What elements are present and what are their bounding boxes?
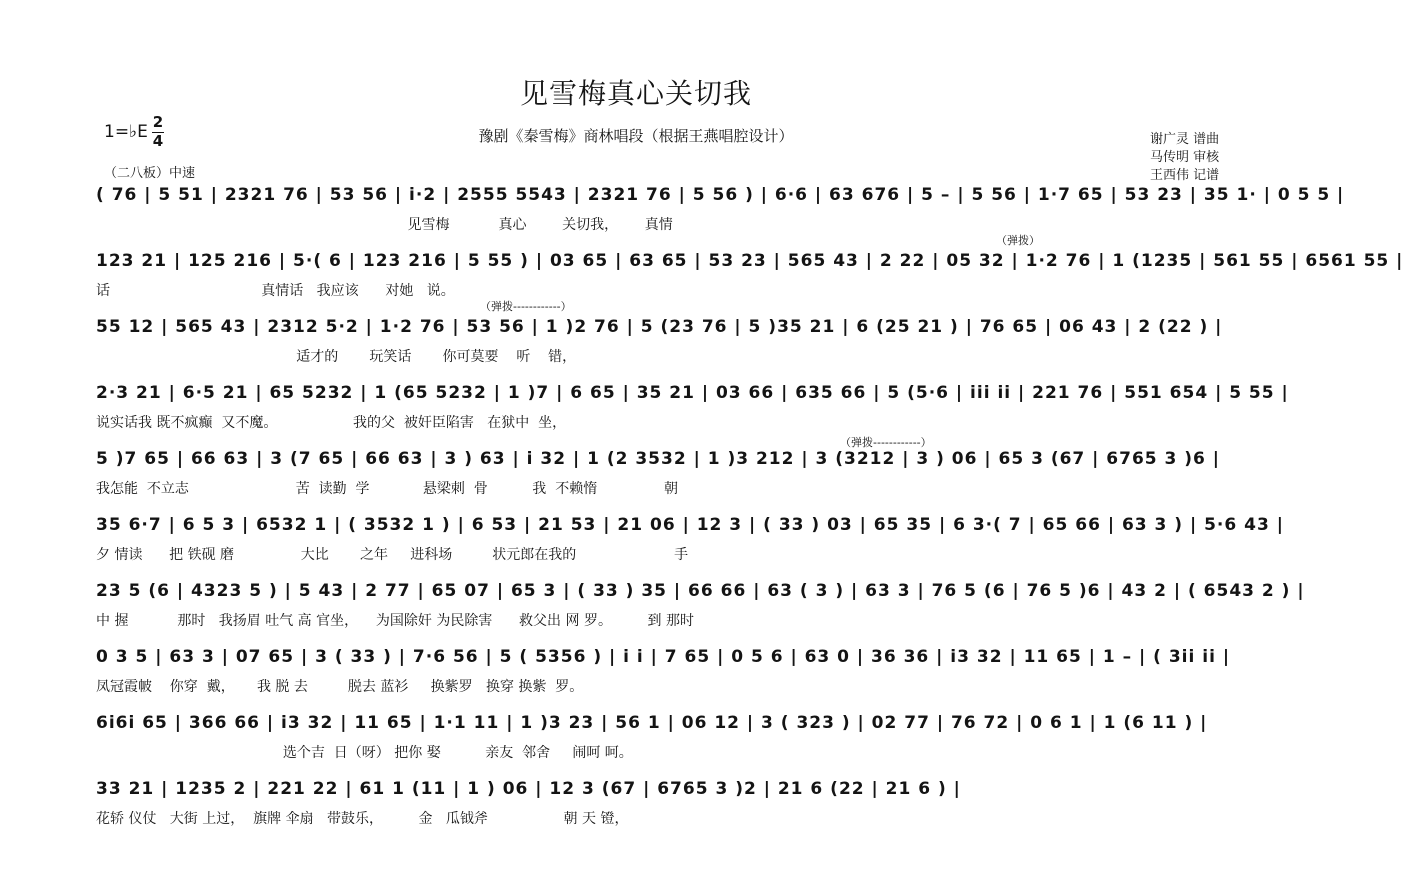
notation-line: 123 21 | 125 216 | 5·( 6 | 123 216 | 5 55 ) | 03 65 | 63 65 | 53 23 | 565 43 | 2 22 | 05 32 | 1·2 76 | 1 (1235 | 561 55 | 6561 55 | [96,251,1403,271]
staff-line-8 [96,640,1231,695]
notation-line: 33 21 | 1235 2 | 221 22 | 61 1 (11 | 1 ) 06 | 12 3 (67 | 6765 3 )2 | 21 6 (22 | 21 6 ) | [96,779,961,799]
lyric-line: 见雪梅 真心 关切我， 真情 [96,217,673,233]
time-numerator: 2 [152,113,164,131]
notation-line: 23 5 (6 | 4323 5 ) | 5 43 | 2 77 | 65 07 | 65 3 | ( 33 ) 35 | 66 66 | 63 ( 3 ) | 63 3 | 76 5 (6 | 76 5 )6 | 43 2 | ( 6543 2 ) | [96,581,1305,601]
notation-line: 2·3 21 | 6·5 21 | 65 5232 | 1 (65 5232 | 1 )7 | 6 65 | 35 21 | 03 66 | 635 66 | 5 (5·6 | iii ii | 221 76 | 551 654 | 5 55 | [96,383,1289,403]
annotation: （弹拨------------） [480,300,572,313]
notation-line: 6i6i 65 | 366 66 | i3 32 | 11 65 | 1·1 11 | 1 )3 23 | 56 1 | 06 12 | 3 ( 323 ) | 02 77 | 76 72 | 0 6 1 | 1 (6 11 ) | [96,713,1208,733]
lyric-line: 适才的 玩笑话 你可莫要 听 错， [96,349,577,365]
staff-line-1 [96,178,1345,233]
notation-line: 55 12 | 565 43 | 2312 5·2 | 1·2 76 | 53 56 | 1 )2 76 | 5 (23 76 | 5 )35 21 | 6 (25 21 ) | 76 65 | 06 43 | 2 (22 ) | [96,317,1223,337]
score-subtitle: 豫剧《秦雪梅》商林唱段（根据王燕唱腔设计） [478,127,794,145]
lyric-line: 夕 情读 把 铁砚 磨 大比 之年 进科场 状元郎在我的 手 [96,547,689,563]
staff-line-3 [96,300,1226,365]
tempo-marking: （二八板）中速 [104,166,196,181]
staff-line-2 [96,234,1403,299]
lyric-line: 说实话我 既不疯癫 又不魔。 我的父 被奸臣陷害 在狱中 坐， [96,415,567,431]
lyric-line: 选个吉 日（呀） 把你 娶 亲友 邻舍 闹呵 呵。 [96,745,633,761]
notation-line: 0 3 5 | 63 3 | 07 65 | 3 ( 33 ) | 7·6 56 | 5 ( 5356 ) | i i | 7 65 | 0 5 6 | 63 0 | 36 36 | i3 32 | 11 65 | 1 – | ( 3ii ii | [96,647,1231,667]
key-signature: 1=♭E [104,122,148,142]
lyric-line: 我怎能 不立志 苦 读勤 学 悬梁刺 骨 我 不赖惰 朝 [96,481,678,497]
lyric-line: 凤冠霞帔 你穿 戴， 我 脱 去 脱去 蓝衫 换紫罗 换穿 换紫 罗。 [96,679,584,695]
credit-transcriber: 王西伟 记谱 [1150,168,1220,183]
notation-line: 5 )7 65 | 66 63 | 3 (7 65 | 66 63 | 3 ) 63 | i 32 | 1 (2 3532 | 1 )3 212 | 3 (3212 | 3 ) 06 | 65 3 (67 | 6765 3 )6 | [96,449,1221,469]
time-signature [152,114,164,150]
credit-reviewer: 马传明 审核 [1150,150,1220,165]
time-denominator: 4 [152,132,164,150]
score-title: 见雪梅真心关切我 [519,77,752,110]
notation-line: 35 6·7 | 6 5 3 | 6532 1 | ( 3532 1 ) | 6 53 | 21 53 | 21 06 | 12 3 | ( 33 ) 03 | 65 35 | 6 3·( 7 | 65 66 | 63 3 ) | 5·6 43 | [96,515,1284,535]
lyric-line: 花轿 仪仗 大街 上过， 旗牌 伞扇 带鼓乐， 金 瓜钺斧 朝 天 镫， [96,811,629,827]
notation-line: ( 76 | 5 51 | 2321 76 | 53 56 | i·2 | 2555 5543 | 2321 76 | 5 56 ) | 6·6 | 63 676 | 5 – | 5 56 | 1·7 65 | 53 23 | 35 1· | 0 5 5 | [96,185,1345,205]
annotation: （弹拨------------） [840,436,932,449]
staff-line-10 [96,772,1226,827]
staff-line-7 [96,574,1305,629]
staff-line-5 [96,436,1226,497]
staff-line-9 [96,706,1226,761]
lyric-line: 话 真情话 我应该 对她 说。 [96,283,455,299]
annotation: （弹拨） [996,234,1040,247]
credit-composer: 谢广灵 谱曲 [1150,132,1220,147]
lyric-line: 中 握 那时 我扬眉 吐气 高 官坐， 为国除奸 为民除害 救父出 网 罗。 到 那时 [96,613,695,629]
staff-line-6 [96,508,1284,563]
staff-line-4 [96,376,1289,431]
